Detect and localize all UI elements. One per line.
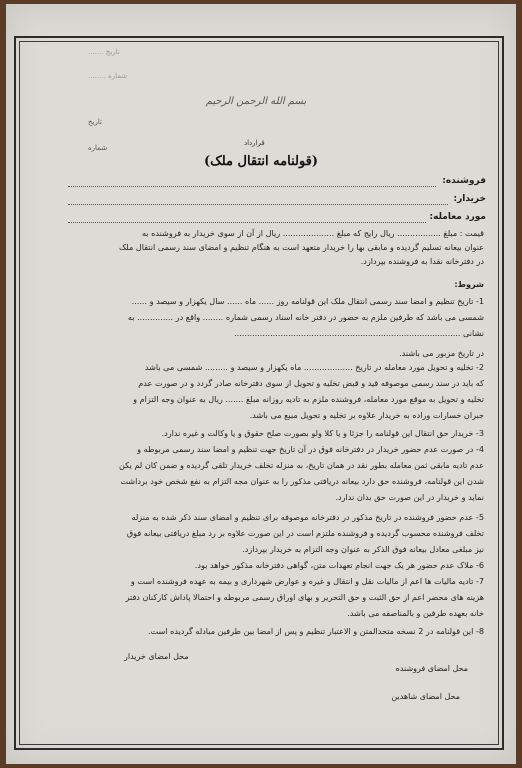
number-label: شماره [88,144,108,152]
seller-label: فروشنده: [442,176,486,186]
body-line: جبران خسارات وراده به خریدار علاوه بر تخلیه و تحویل مبیع می باشد. [249,410,484,420]
body-line: نماید و خریدار در این صورت حق بدان ندارد. [335,492,484,502]
body-line: عنوان بیعانه تسلیم گردیده و مابقی بها را خریدار متعهد است به هنگام تنظیم و امضای سند رسمی انتقال ملک [119,242,484,252]
document-title: (قولنامه انتقال ملک) [203,154,319,169]
date-label: تاریخ [88,118,102,126]
body-line: 3- خریدار حق انتقال این قولنامه را جزئا و یا کلا ولو بصورت صلح حقوق و یا وکالت و غیره ندارد. [161,428,484,438]
body-line: 8- این قولنامه در 2 نسخه متحدالمتن و الاعتبار تنظیم و پس از امضا بین طرفین مبادله گردیده است. [148,626,484,636]
witnesses-signature-label: محل امضای شاهدین [391,692,460,701]
body-line: در تاریخ مزبور می باشند. [399,348,484,358]
body-line: تخلف فروشنده محسوب گردیده و فروشنده ملتزم است در این صورت علاوه بر رد مبلغ دریافتی بیعانه فوق [126,528,484,538]
top-number-label: شماره ........ [88,72,128,80]
body-line: شدن این قولنامه، فروشنده حق دارد بیعانه دریافتی مذکور را به عنوان مجه التزام به نفع شخص خود برداشت [120,476,484,486]
body-line: شمسی می باشد که طرفین ملزم به حضور در دفتر خانه اسناد رسمی شماره ........ واقع در .............. به [127,312,484,322]
seller-signature-label: محل امضای فروشنده [395,664,468,673]
body-line: 4- در صورت عدم حضور خریدار در دفترخانه فوق در آن تاریخ جهت تنظیم و امضا سند رسمی مربوطه و [137,444,484,454]
contract-label: قرارداد [244,139,265,147]
body-line: که باید در سند رسمی موصوفه قید و قبض تخلیه و تحویل از سوی دفترخانه صادر گردد و در صورت عدم [138,378,484,388]
buyer-field-line [68,204,448,205]
body-line: نیز مبلغی معادل بیعانه فوق الذکر به عنوان وجه التزام به خریدار بپردازد. [242,544,484,554]
buyer-label: خریدار: [453,194,486,204]
body-line: 2- تخلیه و تحویل مورد معامله در تاریخ ................... ماه یکهزار و سیصد و ......... شمسی می باشد [144,362,484,372]
body-line: 1- تاریخ تنظیم و امضا سند رسمی انتقال ملک این قولنامه روز ...... ماه ...... سال یکهزار و سیصد و ...... [131,296,484,306]
body-line: 7- تادیه مالیات ها اعم از مالیات نقل و انتقال و غیره و عوارض شهرداری و بیمه به عهده فروشنده است و [130,576,484,586]
bismillah-heading: بسم الله الرحمن الرحیم [205,96,307,107]
body-line: 6- ملاک عدم حضور هر یک جهت انجام تعهدات متن، گواهی دفترخانه مذکور خواهد بود. [194,560,484,570]
body-line: هزینه های محضر اعم از حق الثبت و حق التحریر و بهای اوراق رسمی مربوطه و احتمالا پاداش کارکنان دفتر [125,592,484,602]
subject-field-line [68,222,426,223]
body-line: عدم تادیه مابقی ثمن معامله بطور نقد در همان تاریخ، به منزله تخلف خریدار تلقی گردیده و ضمن کان لم یکن [118,460,484,470]
body-line: خانه بعهده طرفین و بالمناصفه می باشد. [347,608,484,618]
subject-label: مورد معامله: [429,212,486,222]
body-line: تخلیه و تحویل به موقع مورد معامله، فروشنده ملزم به تادیه روزانه مبلغ ....... ریال به عنوان وجه التزام و [133,394,484,404]
body-line: نشانی ........................................................................................ [234,328,484,338]
body-line: در دفترخانه نقدا به فروشنده بپردازد. [360,256,484,266]
document-sheet [6,4,516,764]
seller-field-line [68,186,436,187]
body-line: قیمت : مبلغ ................. ریال رایج که مبلغ .................... ریال از آن از سوی خریدار به فروشنده به [141,228,484,238]
body-line: 5- عدم حضور فروشنده در تاریخ مذکور در دفترخانه موصوفه برای تنظیم و امضای سند ذکر شده به منزله [131,512,484,522]
conditions-heading: شروط: [454,279,484,289]
buyer-signature-label: محل امضای خریدار [124,652,189,661]
top-date-label: تاریخ ....... [88,48,120,56]
